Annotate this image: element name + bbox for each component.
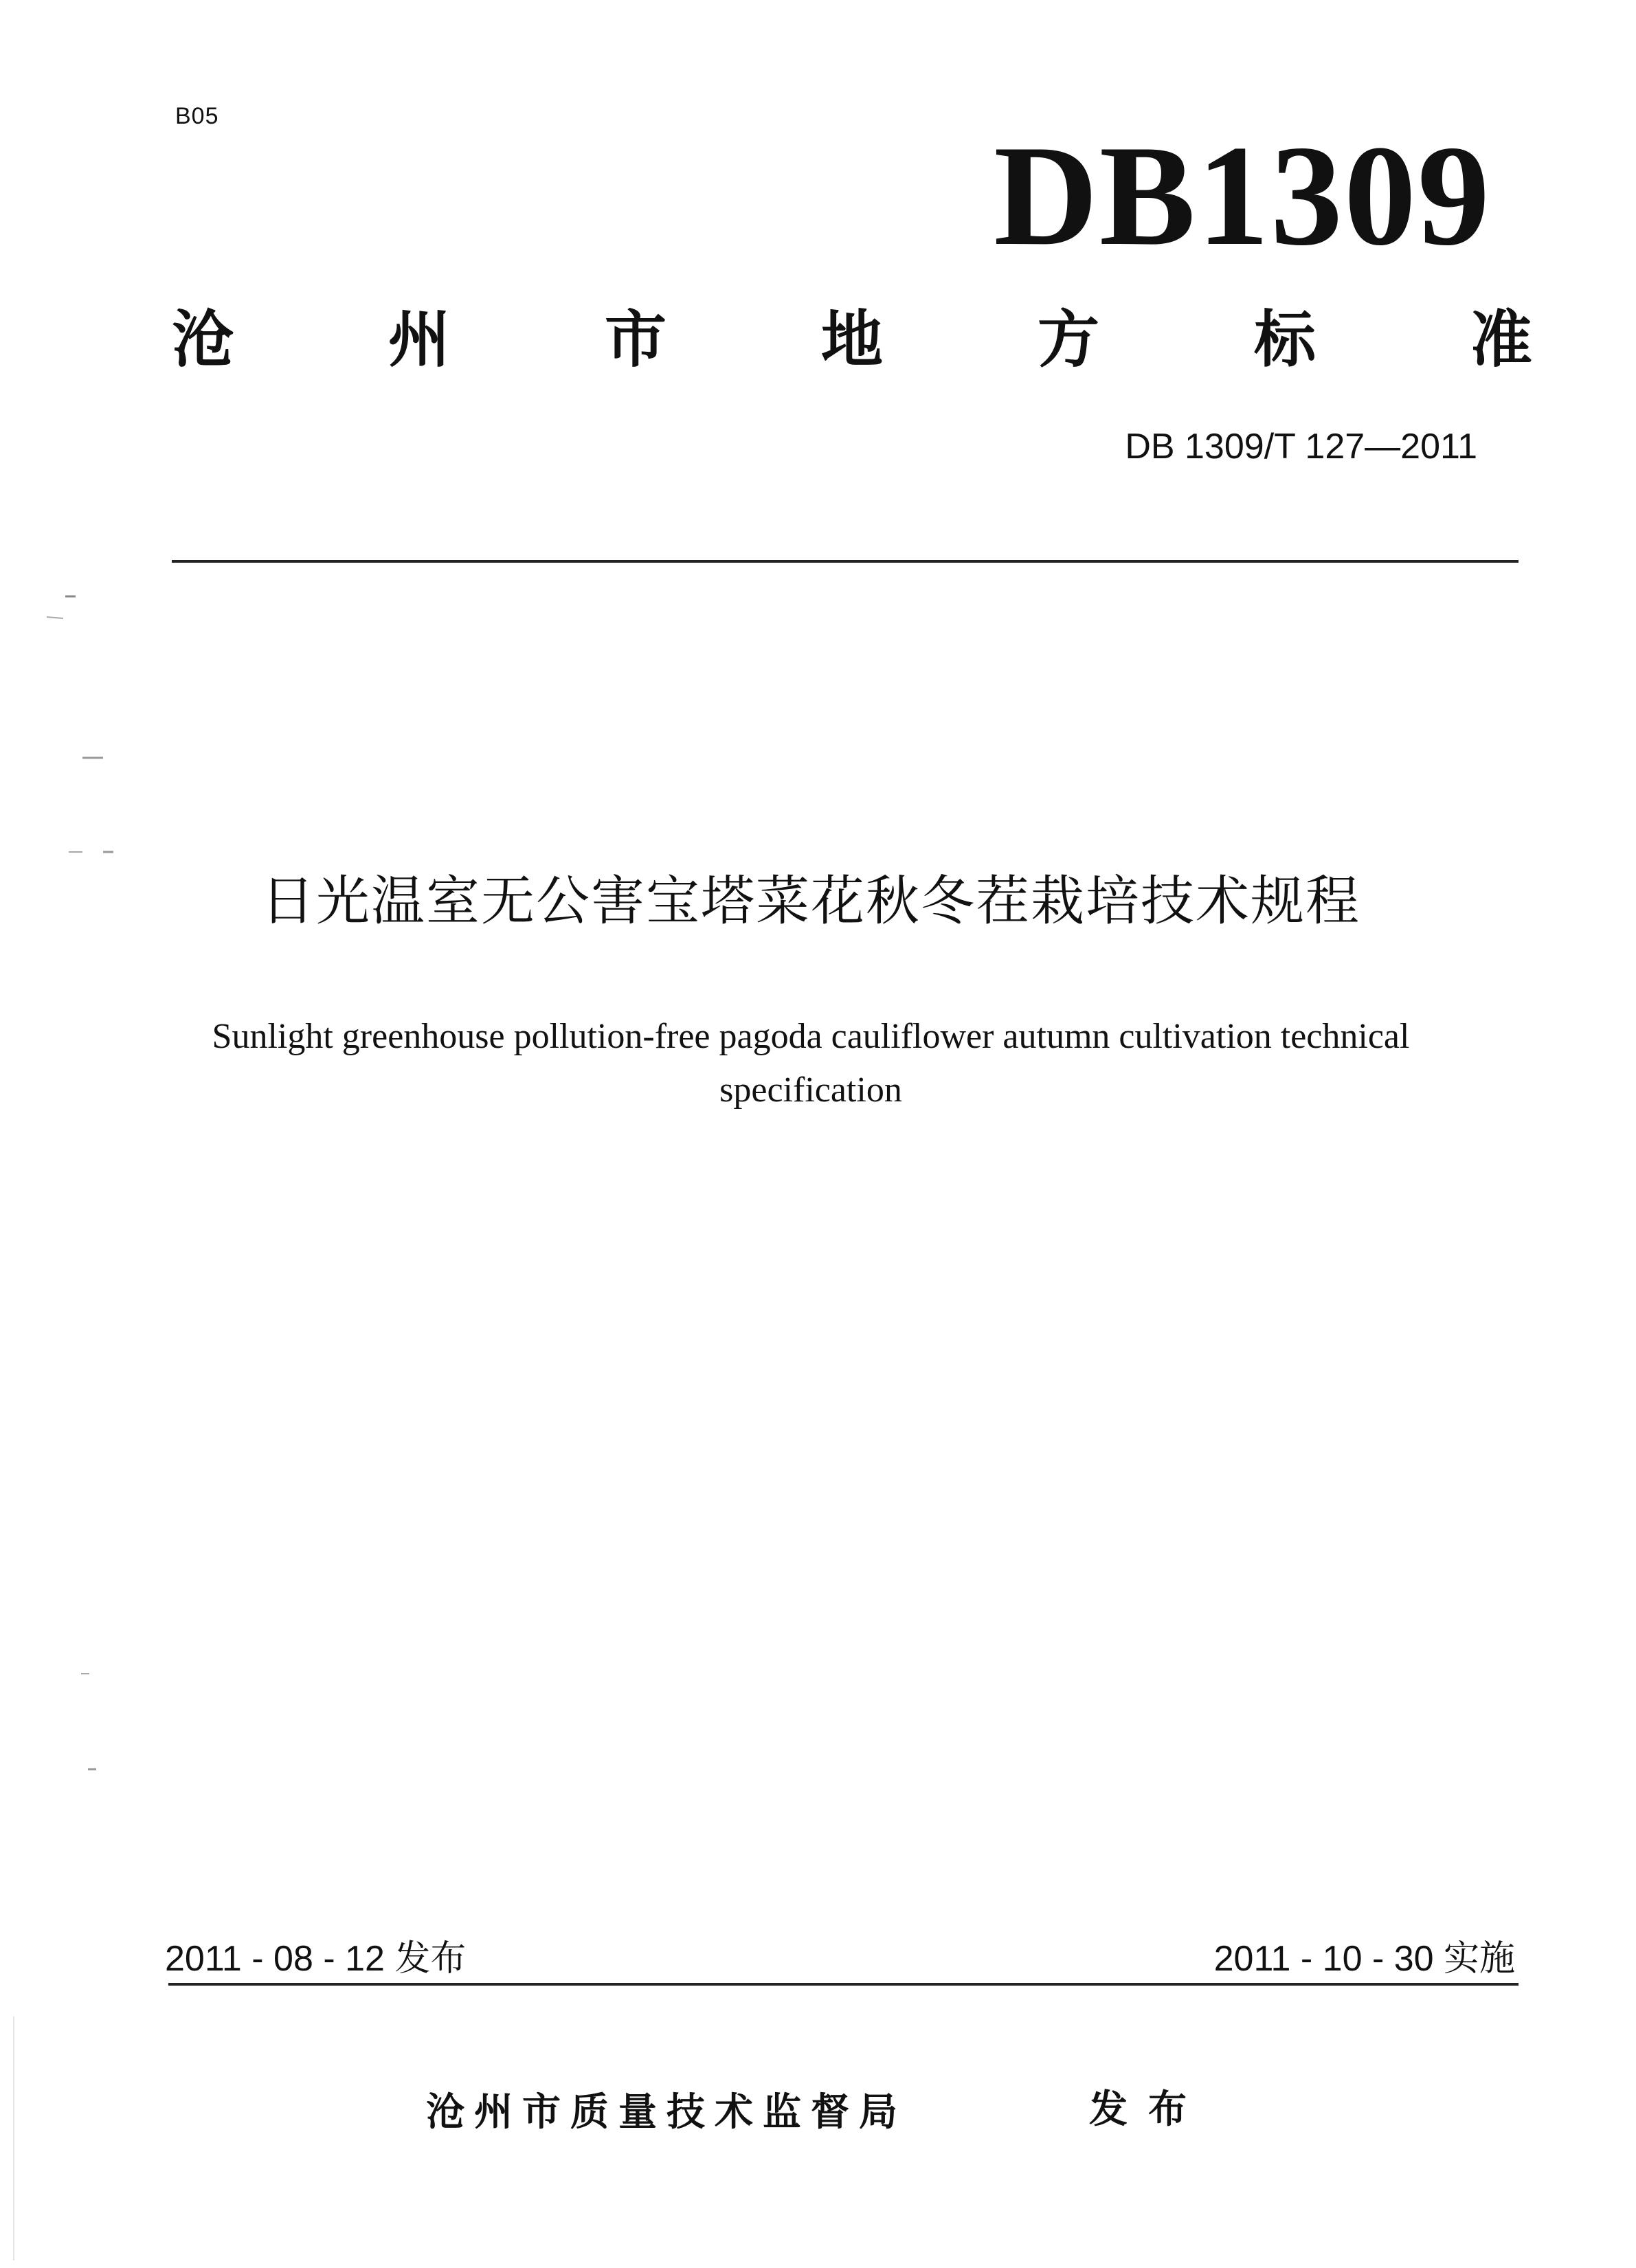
implementation-date: 2011 - 10 - 30 实施 bbox=[1213, 1939, 1515, 1979]
english-title-line: Sunlight greenhouse pollution-free pagoda cauliflower autumn cultivation technical bbox=[212, 1017, 1410, 1056]
chinese-title: 日光温室无公害宝塔菜花秋冬茬栽培技术规程 bbox=[260, 871, 1360, 932]
top-divider bbox=[172, 560, 1519, 563]
english-title-line: specification bbox=[719, 1070, 902, 1110]
standard-type-char: 标 bbox=[1254, 304, 1316, 376]
standard-type-char: 州 bbox=[388, 304, 450, 376]
standard-type-char: 市 bbox=[605, 304, 666, 376]
bottom-divider bbox=[168, 1983, 1519, 1986]
standard-type-char: 准 bbox=[1470, 304, 1532, 376]
ccs-code: B05 bbox=[175, 103, 219, 129]
db-code-mark: DB1309 bbox=[994, 116, 1491, 276]
issuing-authority: 沧州市质量技术监督局 bbox=[426, 2090, 907, 2135]
standard-type-char: 方 bbox=[1038, 304, 1099, 376]
standard-type-char: 地 bbox=[821, 304, 883, 376]
english-title bbox=[137, 1010, 1484, 1117]
issue-date: 2011 - 08 - 12 发布 bbox=[165, 1939, 467, 1979]
issue-label: 发布 bbox=[1089, 2087, 1207, 2132]
standard-type-heading bbox=[172, 302, 1532, 378]
standard-number: DB 1309/T 127—2011 bbox=[1125, 427, 1477, 467]
standard-type-char: 沧 bbox=[172, 304, 234, 376]
